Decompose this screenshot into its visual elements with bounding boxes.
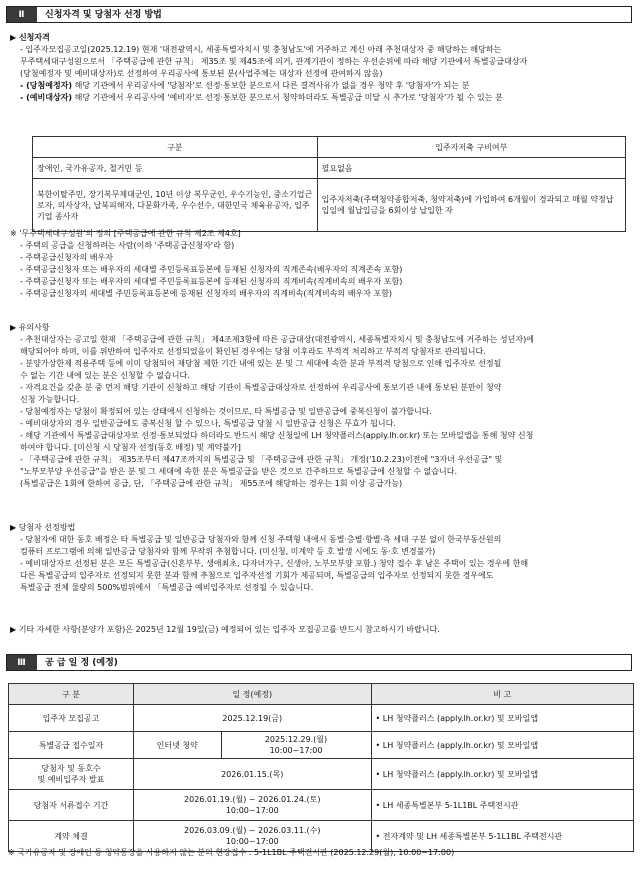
notes-line: - 해당 기관에서 특별공급대상자로 선정·통보되었다 하더라도 반드시 해당 신청일에 LH 청약플러스(apply.lh.or.kr) 또는 모바일앱을 통해 청약 신청 (20, 431, 534, 440)
notes-line: - 분양가상한제 적용주택 등에 이미 당첨되어 재당첨 제한 기간 내에 있는 분 및 그 세대에 속한 분과 부적격 당첨으로 인해 입주자로 선정될 (20, 359, 502, 368)
notes-heading: ▶ 유의사항 (10, 323, 50, 332)
eligibility-line-3: (당첨예정자 및 예비대상자)로 선정하여 우리공사에 통보된 분(사업주체는 대상자 선정에 관여하지 않음) (20, 69, 383, 78)
selection-block (10, 522, 634, 594)
schedule-header-item: 구 분 (9, 684, 134, 705)
notes-line: - 자격요건을 갖춘 분 중 먼저 해당 기관이 신청하고 해당 기관이 특별공급대상자로 선정하여 우리공사에 통보기관 내에 통보된 분만이 청약 (20, 383, 502, 392)
schedule-item: 특별공급 접수일자 (9, 732, 134, 759)
notes-line: - 당첨예정자는 당첨이 확정되어 있는 상태에서 신청하는 것이므로, 타 특별공급 및 일반공급에 중복신청이 불가합니다. (20, 407, 432, 416)
schedule-header-date: 일 정(예정) (134, 684, 372, 705)
eligibility-winner-line (10, 80, 634, 92)
table1-cell: 입주자저축(주택청약종합저축, 청약저축)에 가입하여 6개월이 경과되고 매월 약정납입일에 월납입금을 6회이상 납입한 자 (317, 179, 625, 232)
notes-line: - 「주택공급에 관한 규칙」 제35조부터 제47조까지의 특별공급 및 「주택공급에 관한 규칙」 개정('10.2.23)이전에 "3자녀 우선공급" 및 (20, 455, 503, 464)
winner-label: - (당첨예정자) (20, 81, 73, 90)
eligibility-heading: ▶ 신청자격 (10, 33, 50, 42)
section-2-title: 신청자격 및 당첨자 선정 방법 (45, 9, 162, 20)
household-line-2: - 주택공급신청자의 배우자 (20, 253, 113, 262)
schedule-table (8, 683, 634, 852)
etc-note: ▶ 기타 자세한 사항(분양가 포함)은 2025년 12월 19일(금) 예정되어 있는 입주자 모집공고를 반드시 참고하시기 바랍니다. (10, 625, 440, 634)
selection-line: 다른 특별공급의 입주자로 선정되지 못한 분과 함께 추첨으로 입주자선정 기회가 제공되며, 특별공급의 입주자로 선정되지 못한 경우에도 (20, 571, 494, 580)
schedule-header-note: 비 고 (371, 684, 634, 705)
schedule-note: • LH 청약플러스 (apply.lh.or.kr) 및 모바일앱 (371, 705, 634, 732)
schedule-date: 2026.03.09.(월) ~ 2026.03.11.(수) 10:00~17:00 (134, 821, 372, 852)
notes-block (10, 322, 634, 490)
schedule-date: 2026.01.15.(목) (134, 759, 372, 790)
notes-line: "노부모부양 우선공급"을 받은 분 및 그 세대에 속한 분은 특별공급을 받은 것으로 간주하므로 특별공급에 신청할 수 없습니다. (20, 467, 457, 476)
household-block (10, 228, 634, 300)
notes-line: 신청 가능합니다. (20, 395, 80, 404)
household-heading: ※ '무주택세대구성원'의 정의 [주택공급에 관한 규칙 제2조 제4호] (10, 229, 241, 238)
household-line-3: - 주택공급신청자 또는 배우자의 세대별 주민등록표등본에 등재된 신청자의 직계존속(배우자의 직계존속 포함) (20, 265, 403, 274)
schedule-date: 2025.12.19(금) (134, 705, 372, 732)
winner-text: 해당 기관에서 우리공사에 '당첨자'로 선정·통보한 분으로서 다른 결격사유가 없을 경우 청약 후 '당첨자'가 되는 분 (72, 81, 470, 90)
notes-line: - 예비대상자의 경우 일반공급에도 중복신청 할 수 있으나, 특별공급 당첨 시 일반공급 신청은 무효가 됩니다. (20, 419, 396, 428)
schedule-item: 당첨자 서류접수 기간 (9, 790, 134, 821)
table1-cell: 북한이탈주민, 장기복무제대군인, 10년 이상 복무군인, 우수기능인, 중소기업근로자, 의사상자, 납북피해자, 다문화가족, 우수선수, 대한민국 체육유공자, 입주기업 종사자 (33, 179, 318, 232)
table-row (9, 705, 634, 732)
notes-line: 해당되어야 하며, 이를 위반하여 입주자로 선정되었음이 확인된 경우에는 당첨 이후라도 부적격 처리하고 부적격 당첨자로 관리됩니다. (20, 347, 486, 356)
reserve-label: - (예비대상자) (20, 93, 73, 102)
schedule-date: 2026.01.19.(월) ~ 2026.01.24.(토) 10:00~17:00 (134, 790, 372, 821)
eligibility-reserve-line (10, 92, 634, 104)
section-2-number: Ⅱ (7, 7, 37, 22)
footnote: ※ 국가유공자 및 장애인 등 청약통장을 사용하지 않는 분의 현장접수 : 5-1L1BL 주택전시관 (2025.12.29(월), 10:00~17:00) (8, 848, 455, 857)
notes-line: 수 없는 기간 내에 있는 분은 신청할 수 없습니다. (20, 371, 190, 380)
selection-heading: ▶ 당첨자 선정방법 (10, 523, 76, 532)
schedule-item: 당첨자 및 동호수 및 예비입주자 발표 (9, 759, 134, 790)
schedule-note: • LH 세종특별본부 5-1L1BL 주택전시관 (371, 790, 634, 821)
table-row (9, 759, 634, 790)
household-line-5: - 주택공급신청자의 세대별 주민등록표등본에 등재된 신청자의 배우자의 직계비속(직계비속의 배우자 포함) (20, 289, 393, 298)
notes-line: - 추천대상자는 공고일 현재 「주택공급에 관한 규칙」 제4조제3항에 따른 공급대상(대전광역시, 세종특별자치시 및 충청남도에 거주하는 성년자)에 (20, 335, 534, 344)
selection-line: 특별공급 전체 물량의 500%범위에서 「특별공급 예비입주자로 선정될 수 있습니다. (20, 583, 314, 592)
table-row (9, 790, 634, 821)
notes-line: (특별공급은 1회에 한하여 공급, 단, 「주택공급에 관한 규칙」 제55조에 해당하는 경우는 1회 이상 공급가능) (20, 479, 403, 488)
table-row (9, 732, 634, 759)
schedule-note: • LH 청약플러스 (apply.lh.or.kr) 및 모바일앱 (371, 759, 634, 790)
section-3-title: 공 급 일 정 (예정) (45, 657, 118, 668)
table1-cell: 장애인, 국가유공자, 철거민 등 (33, 158, 318, 179)
schedule-item: 입주자 모집공고 (9, 705, 134, 732)
schedule-item: 계약 체결 (9, 821, 134, 852)
eligibility-block (10, 32, 634, 104)
schedule-method: 인터넷 청약 (134, 732, 222, 759)
schedule-note: • 전자계약 및 LH 세종특별본부 5-1L1BL 주택전시관 (371, 821, 634, 852)
selection-line: - 당첨자에 대한 동호 배정은 타 특별공급 및 일반공급 당첨자와 함께 신청 주택형 내에서 동별·층별·향별·측 세대 구분 없이 한국부동산원의 (20, 535, 502, 544)
eligibility-line-2: 무주택세대구성원으로서 「주택공급에 관한 규칙」 제35조 및 제45조에 의거, 관계기관이 정하는 우선순위에 따라 해당 기관에서 특별공급대상자 (20, 57, 528, 66)
household-line-1: - 주택의 공급을 신청하려는 사람(이하 '주택공급신청자'라 함) (20, 241, 235, 250)
eligibility-line-1: - 입주자모집공고일(2025.12.19) 현재 '대전광역시, 세종특별자치시 및 충청남도'에 거주하고 계신 아래 추천대상자 중 해당하는 해당하는 (20, 45, 502, 54)
selection-line: - 예비대상자로 선정된 분은 모든 특별공급(신혼부부, 생애최초, 다자녀가구, 신생아, 노부모부양 포함.) 청약 접수 후 남은 주택이 있는 경우에 한해 (20, 559, 529, 568)
schedule-date: 2025.12.29.(월) 10:00~17:00 (221, 732, 371, 759)
section-2-header (6, 6, 632, 23)
savings-requirement-table (32, 136, 626, 232)
section-3-number: Ⅲ (7, 655, 37, 670)
table1-header-savings: 입주자저축 구비여부 (317, 137, 625, 158)
selection-line: 컴퓨터 프로그램에 의해 일반공급 당첨자와 함께 무작위 추첨합니다. (미신청, 미계약 등 호 발생 시에도 동·호 변경불가) (20, 547, 436, 556)
table1-header-category: 구분 (33, 137, 318, 158)
table-row (33, 179, 626, 232)
table1-cell: 필요없음 (317, 158, 625, 179)
household-line-4: - 주택공급신청자 또는 배우자의 세대별 주민등록표등본에 등재된 신청자의 직계비속(직계비속의 배우자 포함) (20, 277, 403, 286)
notes-line: 하여야 합니다. [미신청 시 당첨자 선정(동호 배정) 및 계약불가] (20, 443, 241, 452)
schedule-note: • LH 청약플러스 (apply.lh.or.kr) 및 모바일앱 (371, 732, 634, 759)
reserve-text: 해당 기관에서 우리공사에 '예비자'로 선정·통보한 분으로서 청약하더라도 특별공급 미달 시 추가로 '당첨자'가 될 수 있는 분 (72, 93, 503, 102)
section-3-header (6, 654, 632, 671)
table-row (33, 158, 626, 179)
